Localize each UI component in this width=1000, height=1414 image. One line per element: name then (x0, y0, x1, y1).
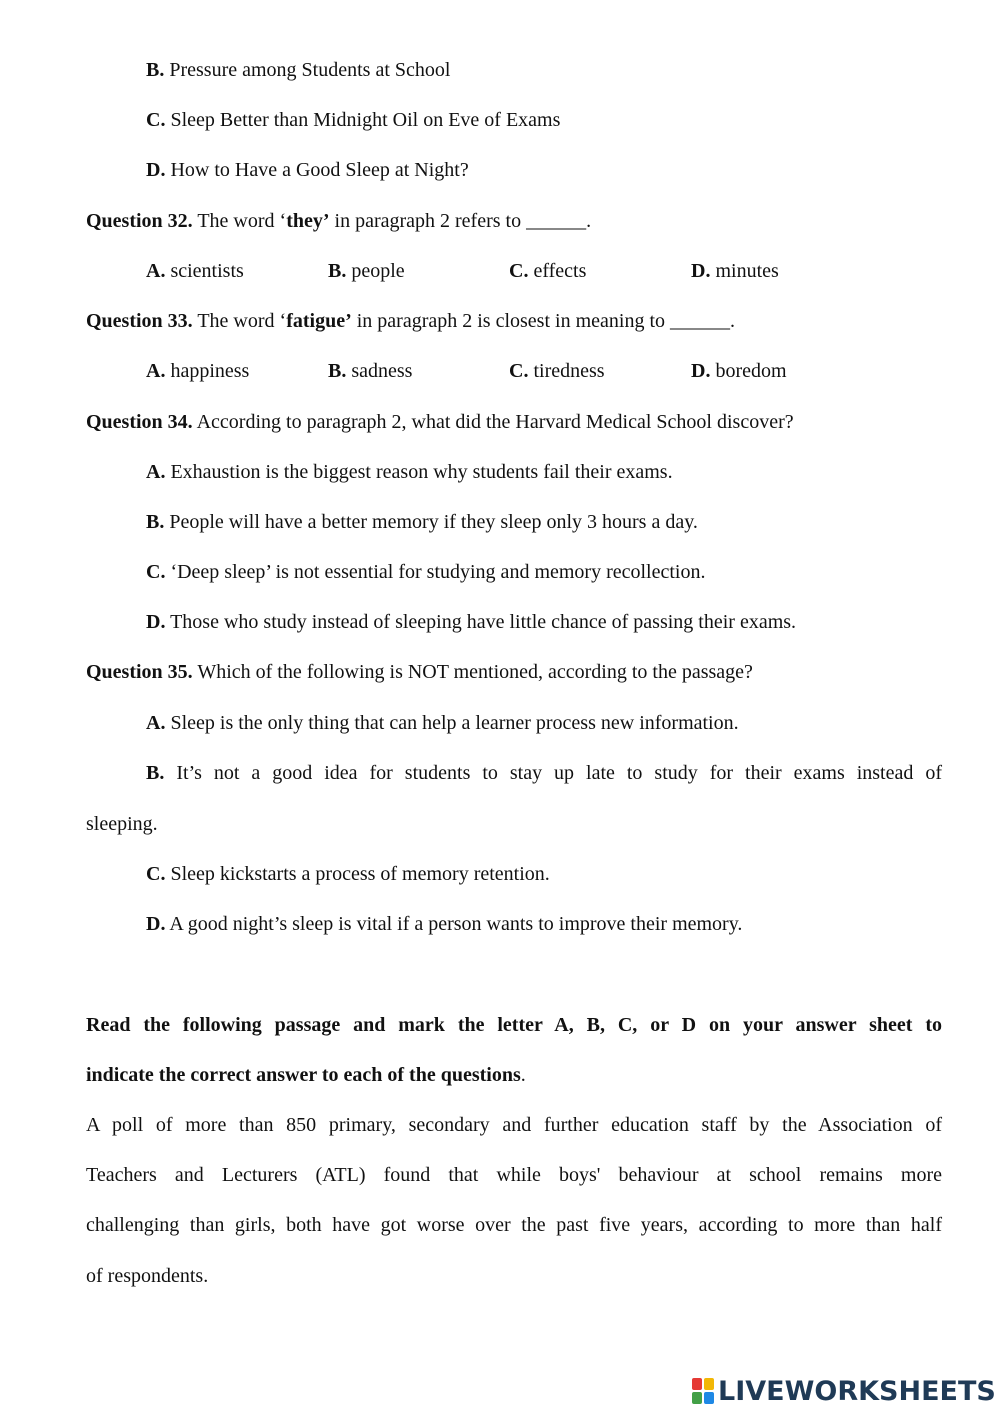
option-text-line1: It’s not a good idea for students to stay up late to study for their exams instead of (176, 762, 943, 784)
option-letter: C. (509, 360, 529, 382)
passage-line-4: of respondents. (86, 1265, 209, 1287)
option-letter: A. (146, 461, 166, 483)
option-text: happiness (170, 360, 250, 382)
option-letter: D. (691, 360, 711, 382)
option-text: Sleep kickstarts a process of memory retention. (170, 863, 550, 885)
option-letter: C. (509, 260, 529, 282)
option-letter: C. (146, 561, 166, 583)
q35-option-a (146, 711, 739, 735)
question-label: Question 32. (86, 210, 193, 232)
q31-option-d (146, 158, 469, 182)
q31-option-c (146, 108, 560, 132)
question-pre: The word ‘ (197, 210, 287, 232)
option-letter: A. (146, 712, 166, 734)
question-text: Which of the following is NOT mentioned, according to the passage? (197, 661, 753, 683)
q32-option-d (691, 259, 779, 283)
logo-text: LIVEWORKSHEETS (718, 1375, 996, 1407)
option-text: ‘Deep sleep’ is not essential for studying and memory recollection. (170, 561, 706, 583)
option-letter: B. (328, 260, 347, 282)
question-33 (86, 309, 735, 333)
q35-option-c (146, 862, 550, 886)
q33-option-a (146, 359, 249, 383)
q31-option-b (146, 58, 450, 82)
option-text: Sleep Better than Midnight Oil on Eve of Exams (170, 109, 561, 131)
question-pre: The word ‘ (197, 310, 287, 332)
q33-option-c (509, 359, 605, 383)
option-text: Those who study instead of sleeping have little chance of passing their exams. (170, 611, 797, 633)
q35-option-d (146, 912, 742, 936)
question-keyword: they’ (286, 210, 330, 232)
option-text: Pressure among Students at School (169, 59, 451, 81)
option-letter: C. (146, 863, 166, 885)
option-text-line2: sleeping. (86, 813, 158, 835)
question-32 (86, 209, 591, 233)
option-letter: B. (146, 59, 165, 81)
option-letter: D. (146, 611, 166, 633)
question-post: in paragraph 2 refers to ______. (329, 210, 592, 232)
q33-option-d (691, 359, 787, 383)
q32-option-a (146, 259, 244, 283)
option-text: Sleep is the only thing that can help a learner process new information. (170, 712, 739, 734)
option-letter: A. (146, 360, 166, 382)
q34-option-b (146, 510, 698, 534)
instruction-line-1 (86, 1013, 942, 1037)
question-post: in paragraph 2 is closest in meaning to ______. (351, 310, 735, 332)
q34-option-a (146, 460, 673, 484)
logo-mark-icon (692, 1378, 714, 1404)
option-letter: B. (146, 762, 165, 784)
question-34 (86, 410, 794, 434)
instruction-period: . (520, 1064, 526, 1086)
option-letter: D. (691, 260, 711, 282)
question-label: Question 35. (86, 661, 193, 683)
option-text: people (351, 260, 405, 282)
option-text: People will have a better memory if they sleep only 3 hours a day. (169, 511, 698, 533)
question-text: According to paragraph 2, what did the Harvard Medical School discover? (196, 411, 794, 433)
option-text: effects (533, 260, 587, 282)
option-text: boredom (715, 360, 787, 382)
question-35 (86, 660, 753, 684)
option-letter: C. (146, 109, 166, 131)
option-text: How to Have a Good Sleep at Night? (170, 159, 469, 181)
option-text: minutes (715, 260, 779, 282)
q32-option-b (328, 259, 405, 283)
liveworksheets-logo[interactable] (692, 1374, 996, 1408)
option-letter: B. (328, 360, 347, 382)
q35-option-b (146, 761, 942, 785)
question-label: Question 34. (86, 411, 193, 433)
instruction-text: Read the following passage and mark the letter A, B, C, or D on your answer sheet to (86, 1014, 942, 1036)
question-label: Question 33. (86, 310, 193, 332)
instruction-line-2 (86, 1063, 526, 1087)
q34-option-d (146, 610, 796, 634)
q33-option-b (328, 359, 412, 383)
option-text: Exhaustion is the biggest reason why students fail their exams. (170, 461, 673, 483)
option-text: sadness (351, 360, 413, 382)
question-keyword: fatigue’ (286, 310, 352, 332)
q34-option-c (146, 560, 705, 584)
passage-line-3: challenging than girls, both have got worse over the past five years, according to more than half (86, 1214, 942, 1236)
option-letter: D. (146, 159, 166, 181)
option-letter: A. (146, 260, 166, 282)
option-text: A good night’s sleep is vital if a person wants to improve their memory. (169, 913, 743, 935)
q35-option-b-continued (86, 812, 158, 836)
option-letter: B. (146, 511, 165, 533)
option-letter: D. (146, 913, 166, 935)
passage-line-1: A poll of more than 850 primary, secondary and further education staff by the Association of (86, 1114, 942, 1136)
q32-option-c (509, 259, 586, 283)
passage-line-2: Teachers and Lecturers (ATL) found that while boys' behaviour at school remains more (86, 1164, 942, 1186)
option-text: scientists (170, 260, 244, 282)
option-text: tiredness (533, 360, 605, 382)
instruction-text: indicate the correct answer to each of the questions (86, 1064, 521, 1086)
